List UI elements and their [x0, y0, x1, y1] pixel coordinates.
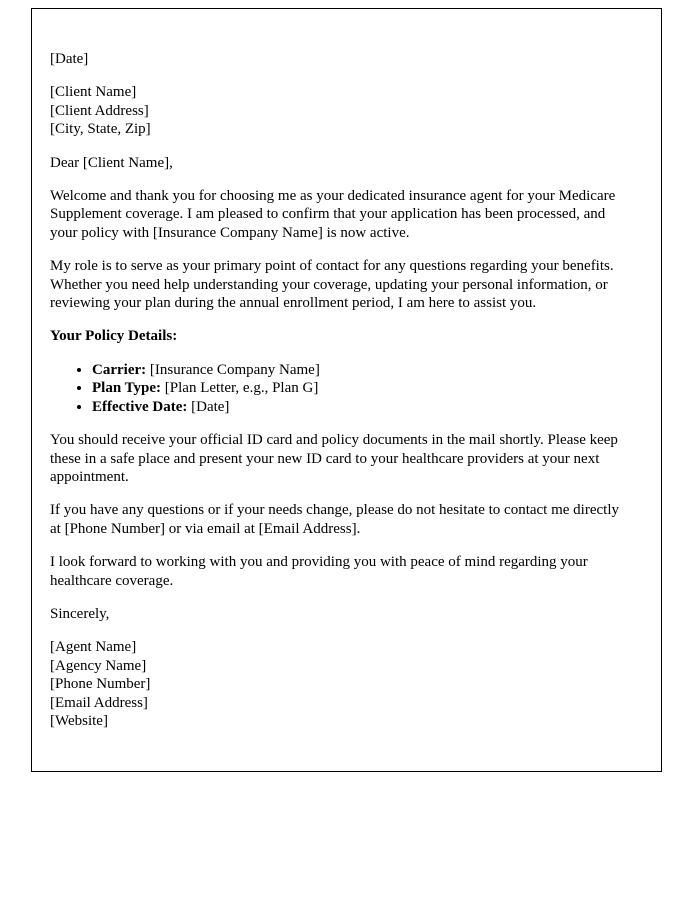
policy-details-list — [50, 361, 623, 416]
policy-detail-plan-type-value: [Plan Letter, e.g., Plan G] — [164, 380, 319, 397]
closing: Sincerely, — [50, 605, 110, 622]
salutation: Dear [Client Name], — [50, 154, 173, 171]
signature-website: [Website] — [50, 712, 108, 729]
letter-document — [31, 8, 662, 772]
policy-detail-effective-date-label: Effective Date: — [92, 398, 188, 415]
policy-detail-carrier — [92, 361, 623, 379]
policy-detail-carrier-value: [Insurance Company Name] — [149, 361, 320, 378]
policy-details-heading: Your Policy Details: — [50, 328, 178, 345]
policy-detail-plan-type-label: Plan Type: — [92, 380, 162, 397]
policy-detail-effective-date — [92, 398, 623, 416]
policy-detail-carrier-label: Carrier: — [92, 361, 147, 378]
signature-agency-name: [Agency Name] — [50, 657, 147, 674]
recipient-address-block — [50, 83, 623, 138]
policy-detail-effective-date-value: [Date] — [191, 398, 230, 415]
signature-phone: [Phone Number] — [50, 676, 151, 693]
intro-paragraph: Welcome and thank you for choosing me as your dedicated insurance agent for your Medicare Supplement coverage. I am pleased to confirm that your application has been processed, and your policy with [Insurance Company Name] is now active. — [50, 188, 616, 241]
recipient-city-state-zip: [City, State, Zip] — [50, 121, 151, 138]
recipient-address: [Client Address] — [50, 102, 149, 119]
closing-sentence-paragraph: I look forward to working with you and providing you with peace of mind regarding your healthcare coverage. — [50, 554, 588, 589]
signature-email: [Email Address] — [50, 694, 148, 711]
recipient-name: [Client Name] — [50, 84, 137, 101]
role-paragraph: My role is to serve as your primary point of contact for any questions regarding your benefits. Whether you need help understanding your coverage, updating your personal information, or reviewing your plan during the annual enrollment period, I am here to assist you. — [50, 258, 614, 312]
id-card-paragraph: You should receive your official ID card and policy documents in the mail shortly. Please keep these in a safe place and present your new ID card to your healthcare providers at your next appointment. — [50, 432, 618, 485]
signature-block — [50, 638, 623, 730]
signature-agent-name: [Agent Name] — [50, 639, 137, 656]
contact-paragraph: If you have any questions or if your needs change, please do not hesitate to contact me directly at [Phone Number] or via email at [Email Address]. — [50, 502, 619, 537]
policy-detail-plan-type — [92, 379, 623, 397]
date-line: [Date] — [50, 51, 89, 67]
